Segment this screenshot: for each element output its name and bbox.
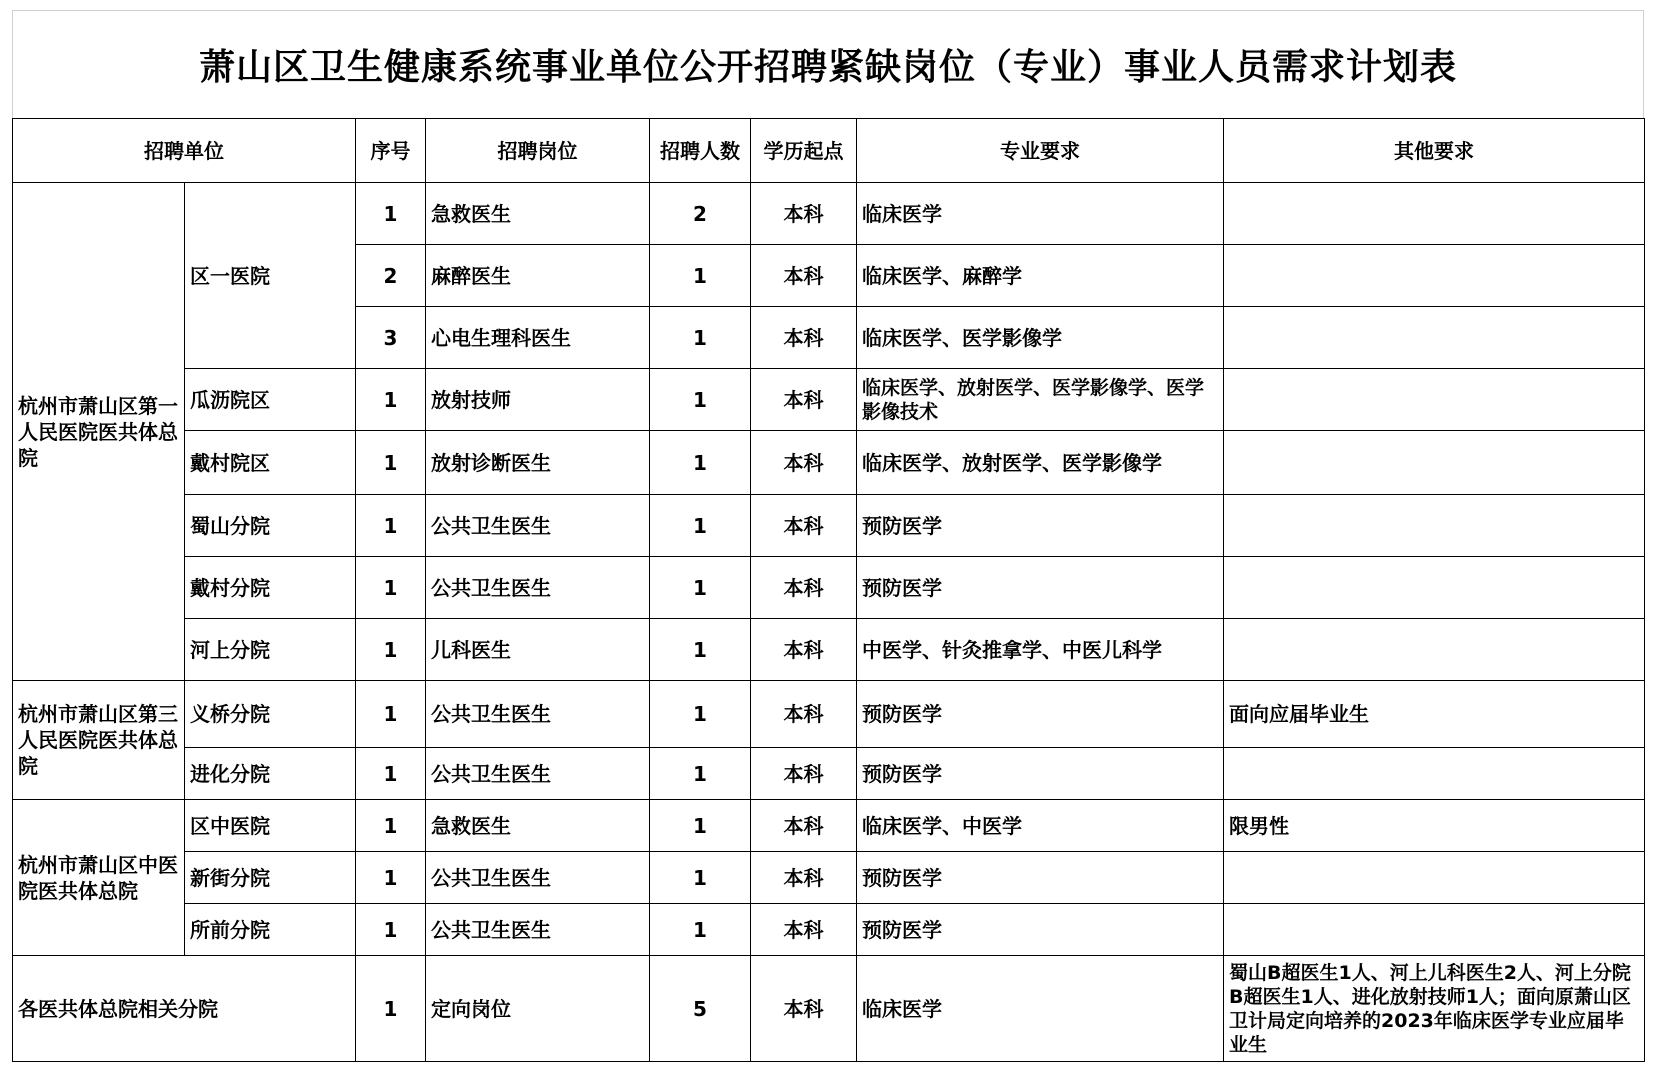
table-row	[13, 748, 1645, 800]
post-cell: 放射诊断医生	[426, 431, 650, 495]
seq-cell: 1	[356, 852, 426, 904]
post-cell: 儿科医生	[426, 619, 650, 681]
table-row	[13, 183, 1645, 245]
other-cell: 限男性	[1224, 800, 1645, 852]
post-cell: 公共卫生医生	[426, 681, 650, 748]
count-cell: 1	[650, 307, 751, 369]
group-cell: 杭州市萧山区第一人民医院医共体总院	[13, 183, 185, 681]
other-cell: 面向应届毕业生	[1224, 681, 1645, 748]
seq-cell: 1	[356, 956, 426, 1062]
group-cell: 杭州市萧山区中医院医共体总院	[13, 800, 185, 956]
seq-cell: 1	[356, 183, 426, 245]
edu-cell: 本科	[751, 245, 857, 307]
seq-cell: 1	[356, 904, 426, 956]
seq-cell: 2	[356, 245, 426, 307]
seq-cell: 1	[356, 495, 426, 557]
seq-cell: 1	[356, 681, 426, 748]
table-row	[13, 852, 1645, 904]
count-cell: 1	[650, 245, 751, 307]
post-cell: 放射技师	[426, 369, 650, 431]
major-cell: 预防医学	[857, 681, 1224, 748]
count-cell: 1	[650, 800, 751, 852]
sub-unit-cell: 蜀山分院	[185, 495, 356, 557]
table-row	[13, 904, 1645, 956]
seq-cell: 1	[356, 557, 426, 619]
other-cell	[1224, 619, 1645, 681]
seq-cell: 1	[356, 369, 426, 431]
post-cell: 公共卫生医生	[426, 904, 650, 956]
group-cell: 各医共体总院相关分院	[13, 956, 356, 1062]
table-row	[13, 619, 1645, 681]
seq-cell: 1	[356, 431, 426, 495]
title-box	[12, 10, 1644, 118]
table-row	[13, 431, 1645, 495]
other-cell	[1224, 904, 1645, 956]
seq-cell: 1	[356, 748, 426, 800]
other-cell	[1224, 557, 1645, 619]
table-row	[13, 495, 1645, 557]
header-unit: 招聘单位	[13, 119, 356, 183]
post-cell: 急救医生	[426, 800, 650, 852]
seq-cell: 1	[356, 619, 426, 681]
major-cell: 临床医学、放射医学、医学影像学	[857, 431, 1224, 495]
post-cell: 心电生理科医生	[426, 307, 650, 369]
count-cell: 1	[650, 852, 751, 904]
other-cell	[1224, 245, 1645, 307]
edu-cell: 本科	[751, 307, 857, 369]
edu-cell: 本科	[751, 369, 857, 431]
header-count: 招聘人数	[650, 119, 751, 183]
count-cell: 1	[650, 681, 751, 748]
post-cell: 公共卫生医生	[426, 557, 650, 619]
header-post: 招聘岗位	[426, 119, 650, 183]
edu-cell: 本科	[751, 183, 857, 245]
sub-unit-cell: 区中医院	[185, 800, 356, 852]
major-cell: 预防医学	[857, 495, 1224, 557]
spreadsheet-page	[12, 10, 1644, 1070]
major-cell: 预防医学	[857, 557, 1224, 619]
sub-unit-cell: 所前分院	[185, 904, 356, 956]
header-seq: 序号	[356, 119, 426, 183]
other-cell	[1224, 431, 1645, 495]
post-cell: 公共卫生医生	[426, 748, 650, 800]
table-row	[13, 557, 1645, 619]
major-cell: 临床医学、麻醉学	[857, 245, 1224, 307]
other-cell	[1224, 748, 1645, 800]
table-row	[13, 956, 1645, 1062]
edu-cell: 本科	[751, 748, 857, 800]
sub-unit-cell: 瓜沥院区	[185, 369, 356, 431]
post-cell: 公共卫生医生	[426, 852, 650, 904]
sub-unit-cell: 区一医院	[185, 183, 356, 369]
table-row	[13, 681, 1645, 748]
count-cell: 1	[650, 495, 751, 557]
sub-unit-cell: 河上分院	[185, 619, 356, 681]
post-cell: 急救医生	[426, 183, 650, 245]
recruitment-table	[12, 118, 1645, 1062]
seq-cell: 1	[356, 800, 426, 852]
header-major: 专业要求	[857, 119, 1224, 183]
major-cell: 临床医学	[857, 956, 1224, 1062]
page-title: 萧山区卫生健康系统事业单位公开招聘紧缺岗位（专业）事业人员需求计划表	[198, 47, 1457, 88]
major-cell: 临床医学、放射医学、医学影像学、医学影像技术	[857, 369, 1224, 431]
other-cell	[1224, 852, 1645, 904]
count-cell: 1	[650, 557, 751, 619]
major-cell: 预防医学	[857, 904, 1224, 956]
edu-cell: 本科	[751, 681, 857, 748]
major-cell: 临床医学、医学影像学	[857, 307, 1224, 369]
major-cell: 预防医学	[857, 748, 1224, 800]
sub-unit-cell: 新街分院	[185, 852, 356, 904]
edu-cell: 本科	[751, 904, 857, 956]
group-cell: 杭州市萧山区第三人民医院医共体总院	[13, 681, 185, 800]
other-cell	[1224, 183, 1645, 245]
sub-unit-cell: 义桥分院	[185, 681, 356, 748]
other-cell	[1224, 495, 1645, 557]
edu-cell: 本科	[751, 557, 857, 619]
edu-cell: 本科	[751, 956, 857, 1062]
count-cell: 1	[650, 431, 751, 495]
count-cell: 1	[650, 748, 751, 800]
post-cell: 公共卫生医生	[426, 495, 650, 557]
other-cell	[1224, 307, 1645, 369]
edu-cell: 本科	[751, 852, 857, 904]
header-other: 其他要求	[1224, 119, 1645, 183]
header-edu: 学历起点	[751, 119, 857, 183]
seq-cell: 3	[356, 307, 426, 369]
table-row	[13, 369, 1645, 431]
count-cell: 1	[650, 904, 751, 956]
sub-unit-cell: 戴村院区	[185, 431, 356, 495]
edu-cell: 本科	[751, 800, 857, 852]
count-cell: 1	[650, 619, 751, 681]
header-row	[13, 119, 1645, 183]
edu-cell: 本科	[751, 431, 857, 495]
major-cell: 临床医学、中医学	[857, 800, 1224, 852]
table-row	[13, 800, 1645, 852]
count-cell: 2	[650, 183, 751, 245]
other-cell	[1224, 369, 1645, 431]
edu-cell: 本科	[751, 619, 857, 681]
major-cell: 临床医学	[857, 183, 1224, 245]
major-cell: 中医学、针灸推拿学、中医儿科学	[857, 619, 1224, 681]
post-cell: 定向岗位	[426, 956, 650, 1062]
count-cell: 5	[650, 956, 751, 1062]
other-cell: 蜀山B超医生1人、河上儿科医生2人、河上分院B超医生1人、进化放射技师1人；面向原萧山区卫计局定向培养的2023年临床医学专业应届毕业生	[1224, 956, 1645, 1062]
major-cell: 预防医学	[857, 852, 1224, 904]
count-cell: 1	[650, 369, 751, 431]
sub-unit-cell: 戴村分院	[185, 557, 356, 619]
edu-cell: 本科	[751, 495, 857, 557]
sub-unit-cell: 进化分院	[185, 748, 356, 800]
post-cell: 麻醉医生	[426, 245, 650, 307]
